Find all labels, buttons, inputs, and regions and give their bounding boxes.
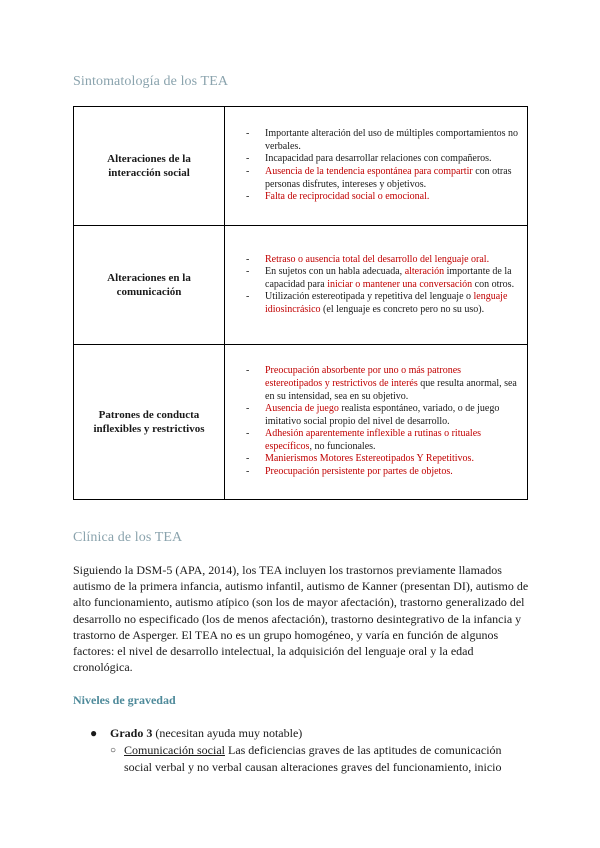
sublist-item-comunicacion: [110, 742, 524, 776]
list-item: - Adhesión aparentemente inflexible a rutinas o rituales específicos, no funcionales.: [265, 428, 519, 453]
list-item: - Falta de reciprocidad social o emocional.: [265, 191, 519, 204]
sub-label: Comunicación social: [124, 743, 225, 757]
items-cell: [225, 107, 528, 226]
list-item: - Ausencia de juego realista espontáneo, variado, o de juego imitativo social propio del nivel de desarrollo.: [265, 403, 519, 428]
grado-label: Grado 3: [110, 726, 153, 740]
list-item: - Utilización estereotipada y repetitiva del lenguaje o lenguaje idiosincrásico (el lenguaje es concreto pero no su uso).: [265, 291, 519, 316]
items-cell: [225, 226, 528, 345]
subsection-title-niveles: Niveles de gravedad: [73, 693, 176, 707]
list-item-grado-3: [90, 725, 302, 741]
bullet-icon: ●: [90, 726, 98, 740]
table-row: [74, 226, 528, 345]
list-item: - Preocupación persistente por partes de objetos.: [265, 466, 519, 479]
list-item: - Retraso o ausencia total del desarrollo del lenguaje oral.: [265, 254, 519, 267]
section-title-clinica: Clínica de los TEA: [73, 530, 183, 545]
circle-bullet-icon: ○: [110, 745, 117, 756]
sub-text: Las deficiencias graves de las aptitudes de comunicación social verbal y no verbal causan alteraciones graves del funcionamiento, inicio: [124, 743, 502, 774]
items-cell: [225, 345, 528, 500]
list-item: - Preocupación absorbente por uno o más patrones estereotipados y restrictivos de interés que resulta anormal, sea en su intensidad, sea en su objetivo.: [265, 365, 519, 403]
category-cell: Alteraciones de la interacción social: [74, 107, 225, 226]
list-item: - Incapacidad para desarrollar relaciones con compañeros.: [265, 153, 519, 166]
table-row: [74, 345, 528, 500]
section-title-sintomatologia: Sintomatología de los TEA: [73, 74, 229, 89]
grado-desc: (necesitan ayuda muy notable): [152, 726, 303, 740]
list-item: - En sujetos con un habla adecuada, alteración importante de la capacidad para iniciar o mantener una conversación con otros.: [265, 266, 519, 291]
symptoms-table: [73, 106, 528, 500]
category-cell: Patrones de conducta inflexibles y restrictivos: [74, 345, 225, 500]
table-row: [74, 107, 528, 226]
category-cell: Alteraciones en la comunicación: [74, 226, 225, 345]
list-item: - Manierismos Motores Estereotipados Y Repetitivos.: [265, 453, 519, 466]
body-paragraph: Siguiendo la DSM-5 (APA, 2014), los TEA incluyen los trastornos previamente llamados autismo de la primera infancia, autismo infantil, autismo de Kanner (presentan DI), autismo de alto funcionamiento, autismo atípico (son los de mayor afectación), trastorno generalizado del desarrollo no especificado (los de menos afectación), trastorno desintegrativo de la infancia y trastorno de Asperger. El TEA no es un grupo homogéneo, y varía en función de algunos factores: el nivel de desarrollo intelectual, la adquisición del lenguaje oral y la edad cronológica.: [73, 563, 529, 675]
list-item: - Ausencia de la tendencia espontánea para compartir con otras personas disfrutes, intereses y objetivos.: [265, 166, 519, 191]
list-item: - Importante alteración del uso de múltiples comportamientos no verbales.: [265, 128, 519, 153]
